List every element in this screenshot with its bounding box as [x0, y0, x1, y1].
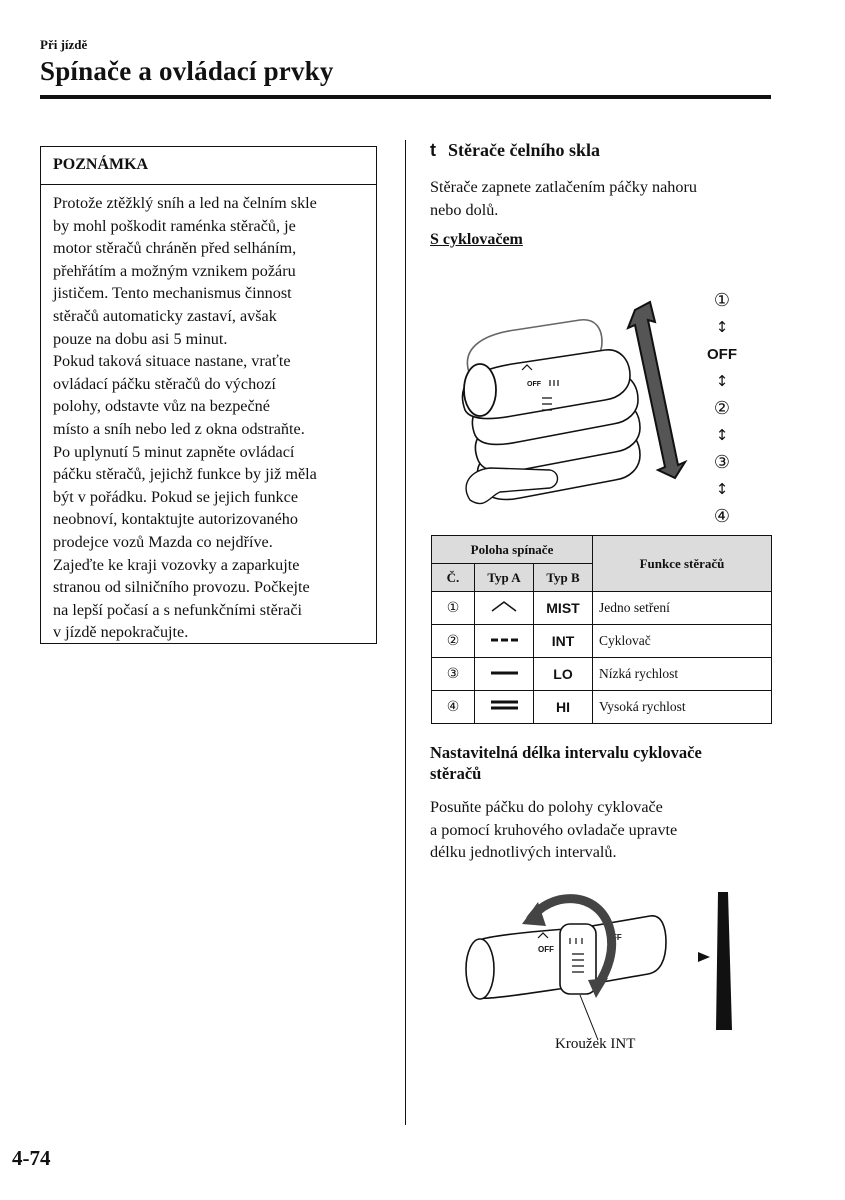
arrow-icon: ↕	[715, 480, 729, 498]
note-line: ovládací páčku stěračů do výchozí	[53, 374, 276, 393]
section-label: Při jízdě	[40, 37, 88, 52]
wipers-intro	[430, 176, 775, 221]
interval-text	[430, 796, 775, 864]
arrow-icon: ↕	[715, 372, 729, 390]
note-line: neobnoví, kontaktujte autorizovaného	[53, 510, 298, 529]
arrow-icon: ↕	[715, 318, 729, 336]
group-header: Poloha spínače	[432, 536, 593, 564]
lo-symbol-icon	[475, 658, 534, 691]
row-number: ④	[432, 691, 475, 724]
lever-print-off: OFF	[527, 381, 541, 388]
page-number: 4-74	[12, 1146, 51, 1170]
note-line: Pokud taková situace nastane, vraťte	[53, 352, 291, 371]
note-line: Protože ztěžklý sníh a led na čelním skle	[53, 194, 317, 212]
interval-heading-line: stěračů	[430, 764, 482, 783]
interval-heading-line: Nastavitelná délka intervalu cyklovače	[430, 743, 702, 762]
row-function: Cyklovač	[593, 625, 772, 658]
type-a-header: Typ A	[475, 564, 534, 592]
row-type-b: MIST	[534, 592, 593, 625]
int-symbol-icon	[475, 625, 534, 658]
wipers-subheading: S cyklovačem	[430, 231, 523, 248]
note-line: pouze na dobu asi 5 minut.	[53, 329, 228, 348]
type-b-header: Typ B	[534, 564, 593, 592]
interval-scale	[698, 892, 732, 1030]
interval-text-line: a pomocí kruhového ovladače upravte	[430, 820, 678, 839]
note-line: polohy, odstavte vůz na bezpečné	[53, 397, 270, 416]
position-1-label: ①	[713, 290, 731, 311]
intro-line: Stěrače zapnete zatlačením páčky nahoru	[430, 178, 697, 196]
row-function: Nízká rychlost	[593, 658, 772, 691]
position-labels	[700, 287, 744, 530]
row-number: ①	[432, 592, 475, 625]
lever-print-off-partial: FF	[612, 933, 622, 942]
wipers-heading	[430, 140, 600, 161]
note-line: prodejce vozů Mazda co nejdříve.	[53, 532, 273, 551]
position-off-label: OFF	[707, 346, 737, 363]
interval-heading	[430, 742, 775, 784]
hi-symbol-icon	[475, 691, 534, 724]
note-box	[40, 146, 377, 644]
table-row	[432, 592, 772, 625]
note-heading: POZNÁMKA	[41, 147, 376, 185]
position-3-label: ③	[713, 452, 731, 473]
title-rule	[40, 95, 771, 99]
wipers-heading-text: Stěrače čelního skla	[448, 140, 600, 160]
note-line: páčku stěračů, jejichž funkce by již měla	[53, 465, 317, 484]
column-separator	[405, 140, 406, 1125]
note-body	[41, 185, 376, 644]
lever-print-off: OFF	[538, 945, 554, 954]
note-line: přehřátím a možným vznikem požáru	[53, 261, 296, 280]
switch-position-table	[431, 535, 772, 724]
table-row	[432, 658, 772, 691]
note-line: v jízdě nepokračujte.	[53, 623, 189, 642]
section-bullet: t	[430, 140, 436, 160]
note-line: Po uplynutí 5 minut zapněte ovládací	[53, 442, 295, 461]
note-line: stranou od silničního provozu. Počkejte	[53, 578, 310, 597]
row-number: ③	[432, 658, 475, 691]
note-line: místo a sníh nebo led z okna odstraňte.	[53, 419, 305, 438]
note-line: Zajeďte ke kraji vozovky a zaparkujte	[53, 555, 300, 574]
int-ring-label: Kroužek INT	[555, 1036, 636, 1052]
interval-text-line: délku jednotlivých intervalů.	[430, 843, 617, 862]
row-function: Vysoká rychlost	[593, 691, 772, 724]
function-header: Funkce stěračů	[593, 536, 772, 592]
note-line: stěračů automaticky zastaví, avšak	[53, 306, 277, 325]
table-row	[432, 691, 772, 724]
note-line: na lepší počasí a s nefunkčními stěrači	[53, 600, 303, 619]
intro-line: nebo dolů.	[430, 200, 499, 219]
arrow-icon: ↕	[715, 426, 729, 444]
note-line: motor stěračů chráněn před selháním,	[53, 239, 297, 258]
row-type-b: INT	[534, 625, 593, 658]
page-title: Spínače a ovládací prvky	[40, 56, 334, 86]
row-type-b: LO	[534, 658, 593, 691]
row-function: Jedno setření	[593, 592, 772, 625]
interval-text-line: Posuňte páčku do polohy cyklovače	[430, 798, 663, 816]
position-4-label: ④	[713, 506, 731, 527]
mist-symbol-icon	[475, 592, 534, 625]
note-line: být v pořádku. Pokud se jejich funkce	[53, 487, 299, 506]
number-header: Č.	[432, 564, 475, 592]
table-row	[432, 625, 772, 658]
note-line: jističem. Tento mechanismus činnost	[53, 284, 292, 303]
note-line: by mohl poškodit raménka stěračů, je	[53, 216, 296, 235]
row-number: ②	[432, 625, 475, 658]
position-2-label: ②	[713, 398, 731, 419]
row-type-b: HI	[534, 691, 593, 724]
